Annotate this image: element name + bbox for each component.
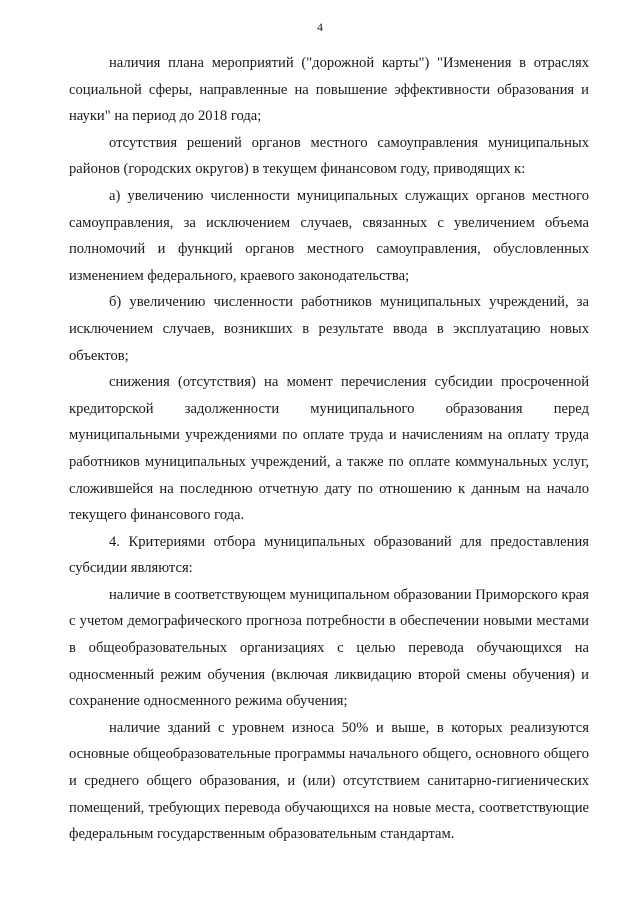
paragraph-road-map: наличия плана мероприятий ("дорожной карты") "Изменения в отраслях социальной сферы, направленные на повышение эффективности образования и науки" на период до 2018 года; <box>69 55 589 125</box>
paragraph-item-b: б) увеличению численности работников муниципальных учреждений, за исключением случаев, возникших в результате ввода в эксплуатацию новых объектов; <box>69 294 589 364</box>
document-body <box>69 50 589 848</box>
paragraph-criterion-single-shift: наличие в соответствующем муниципальном образовании Приморского края с учетом демографического прогноза потребности в обеспечении новыми местами в общеобразовательных организациях с целью перевода обучающихся на односменный режим обучения (включая ликвидацию второй смены обучения) и сохранение односменного режима обучения; <box>69 586 589 710</box>
paragraph-criterion-building-wear: наличие зданий с уровнем износа 50% и выше, в которых реализуются основные общеобразовательные программы начального общего, основного общего и среднего общего образования, и (или) отсутствием санитарно-гигиенических помещений, требующих перевода обучающихся на новые места, соответствующие федеральным государственным образовательным стандартам. <box>69 719 589 843</box>
paragraph-debt-reduction: снижения (отсутствия) на момент перечисления субсидии просроченной кредиторской задолженности муниципального образования перед муниципальными учреждениями по оплате труда и начислениям на оплату труда работников муниципальных учреждений, а также по оплате коммунальных услуг, сложившейся на последнюю отчетную дату по отношению к данным на начало текущего финансового года. <box>69 374 589 524</box>
paragraph-item-a: а) увеличению численности муниципальных служащих органов местного самоуправления, за исключением случаев, связанных с увеличением объема полномочий и функций органов местного самоуправления, обусловленных изменением федерального, краевого законодательства; <box>69 187 589 284</box>
page-number: 4 <box>317 20 323 34</box>
paragraph-criteria-heading: 4. Критериями отбора муниципальных образований для предоставления субсидии являются: <box>69 533 589 577</box>
paragraph-no-decisions: отсутствия решений органов местного самоуправления муниципальных районов (городских округов) в текущем финансовом году, приводящих к: <box>69 134 589 178</box>
